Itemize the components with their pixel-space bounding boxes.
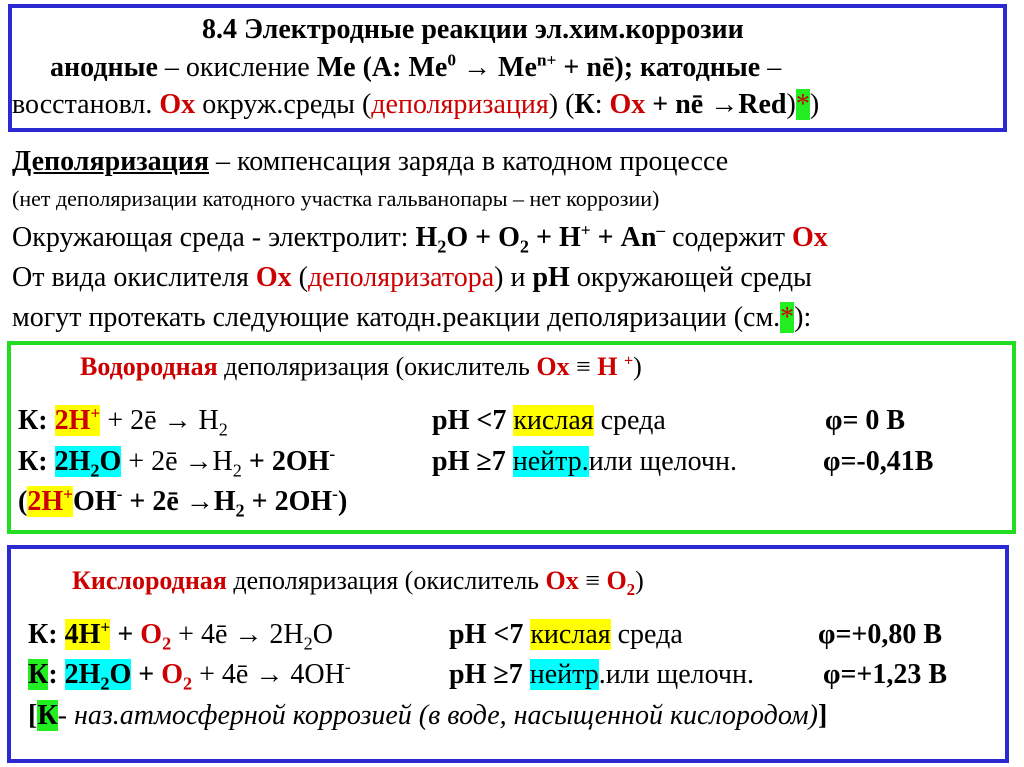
oxygen-note: [К- наз.атмосферной коррозией (в воде, насыщенной кислородом)] xyxy=(28,700,828,731)
hydrogen-title: Водородная деполяризация (окислитель Ox ≡ H +) xyxy=(80,352,642,381)
anodic-label: анодные xyxy=(50,52,158,83)
hydrogen-reaction-neutral: К: $2H_2O$ + 2ē $\to H_2 + 2OH^-$ pH ≥7 нейтр.или щелочн. φ=-0,41В xyxy=(18,444,934,481)
oxidizer-line: От вида окислителя Ox (деполяризатора) и pH окружающей среды xyxy=(12,262,812,293)
cathodic-reaction-line: восстановл. Ox окруж.среды (деполяризация) (К: Ox + nē →Red)*) xyxy=(12,89,820,120)
oxygen-reaction-acidic: К: $4H^+ + O_2$ + 4ē → $2H_2O$ pH <7 кислая среда φ=+0,80 В xyxy=(28,617,943,654)
anodic-reaction-line: анодные – окисление Me (А: $Me^0 \to Me^{n+}$ + nē); катодные – xyxy=(50,50,782,83)
arrow-icon: → xyxy=(463,52,492,83)
oxygen-title: Кислородная деполяризация (окислитель $Ox \equiv O_2$) xyxy=(72,566,644,600)
environment-line: Окружающая среда - электролит: $H_2O + O_2 + H^+ + An^-$ содержит Ox xyxy=(12,220,828,257)
depolarization-definition: Деполяризация – компенсация заряда в катодном процессе xyxy=(12,146,729,177)
hydrogen-reaction-acidic: К: 2H+ + 2ē → $H_2$ pH <7 кислая среда φ= 0 В xyxy=(18,403,906,440)
section-title: 8.4 Электродные реакции эл.хим.коррозии xyxy=(202,14,744,45)
arrow-icon: → xyxy=(710,89,739,120)
footnote-star: * xyxy=(780,302,795,333)
depolarization-note: (нет деполяризации катодного участка гальванопары – нет коррозии) xyxy=(12,186,660,211)
reactions-intro-line: могут протекать следующие катодн.реакции деполяризации (см.*): xyxy=(12,302,812,333)
oxygen-reaction-neutral: К: $2H_2O + O_2$ + 4ē → 4OH- pH ≥7 нейтр.или щелочн. φ=+1,23 В xyxy=(28,657,948,694)
footnote-star: * xyxy=(795,89,810,120)
depolarization-term: деполяризация xyxy=(371,89,549,120)
hydrogen-reaction-alt: (2H+OH- + 2ē $\to H_2 + 2OH^-$) xyxy=(18,484,348,521)
